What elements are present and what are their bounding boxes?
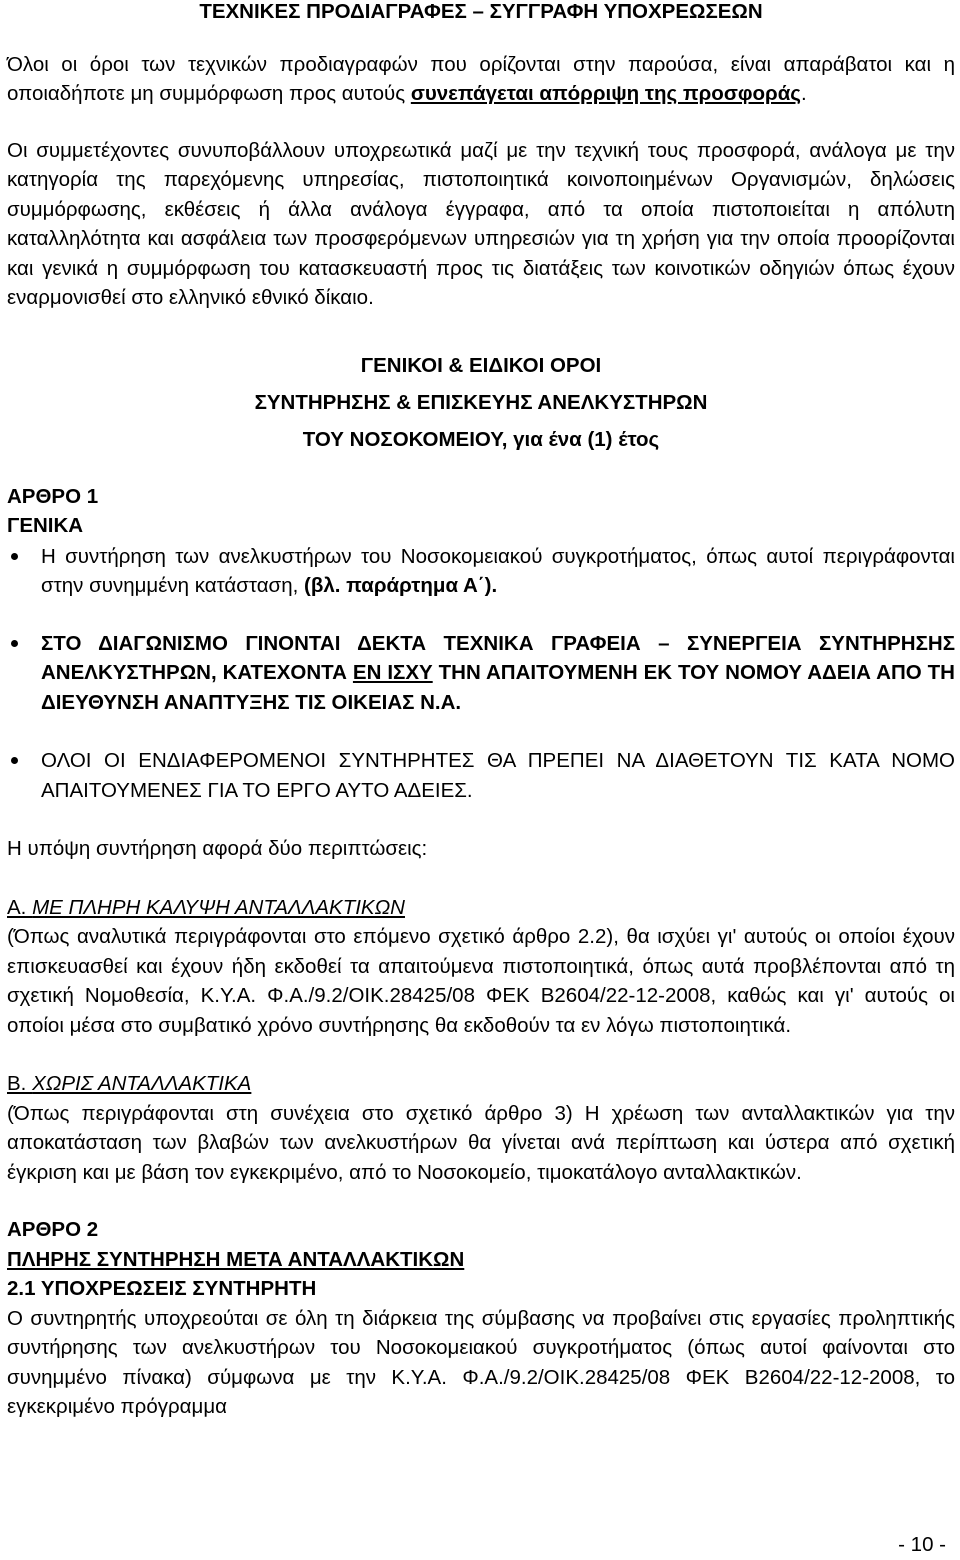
bullet3-text: ΟΛΟΙ ΟΙ ΕΝΔΙΑΦΕΡΟΜΕΝΟΙ ΣΥΝΤΗΡΗΤΕΣ ΘΑ ΠΡΕΠΕΙ ΝΑ ΔΙΑΘΕΤΟΥΝ ΤΙΣ ΚΑΤΑ ΝΟΜΟ ΑΠΑΙΤΟΥΜΕΝΕΣ ΓΙΑ ΤΟ ΕΡΓΟ ΑΥΤΟ ΑΔΕΙΕΣ. [41,749,955,802]
case-a-text: (Όπως αναλυτικά περιγράφονται στο επόμενο σχετικό άρθρο 2.2), θα ισχύει γι' αυτούς οι οποίοι έχουν επισκευασθεί και έχουν ήδη εκδοθεί τα απαιτούμενα πιστοποιητικά, όπως αυτά προβλέπονται από τη σχετική Νομοθεσία, Κ.Υ.Α. Φ.Α./9.2/ΟΙΚ.28425/08 ΦΕΚ Β2604/22-12-2008, καθώς και γι' αυτούς οι οποίοι μέσα στο συμβατικό χρόνο συντήρησης θα εκδοθούν τα εν λόγω πιστοποιητικά. [7,925,955,1037]
article1-heading: ΑΡΘΡΟ 1 [7,484,99,508]
document-page [7,0,955,1422]
bullet2-underlined: ΕΝ ΙΣΧΥ [352,661,433,684]
article1-subheading: ΓΕΝΙΚΑ [7,514,84,537]
bullet2-part-a: ΣΤΟ ΔΙΑΓΩΝΙΣΜΟ ΓΙΝΟΝΤΑΙ ΔΕΚΤΑ ΤΕΧΝΙΚΑ ΓΡΑΦΕΙΑ – ΣΥΝΕΡΓΕΙΑ ΣΥΝΤΗΡΗΣΗΣ ΑΝΕΛΚΥΣΤΗΡΩΝ, ΚΑΤΕΧΟΝΤΑ [41,631,955,684]
case-b-heading [7,1069,955,1099]
bullet-maintenance [7,542,955,601]
case-a-title: ΜΕ ΠΛΗΡΗ ΚΑΛΥΨΗ ΑΝΤΑΛΛΑΚΤΙΚΩΝ [32,895,405,919]
bullet-icon [7,542,21,571]
article2-heading: ΑΡΘΡΟ 2 [7,1218,99,1241]
bullet1-bold: (βλ. παράρτημα Α΄). [304,574,498,597]
intro-emphasis: συνεπάγεται απόρριψη της προσφοράς [410,82,801,105]
terms-heading-line3: ΤΟΥ ΝΟΣΟΚΟΜΕΙΟΥ, για ένα (1) έτος [302,427,660,451]
bullet-icon [7,629,21,658]
intro-paragraph [7,50,955,109]
page-number: - 10 - [898,1533,946,1556]
bullet-tender-eligibility [7,629,955,718]
terms-heading-line1: ΓΕΝΙΚΟΙ & ΕΙΔΙΚΟΙ ΟΡΟΙ [360,353,602,377]
case-a-heading [7,893,955,923]
bullet2-part-b: ΤΗΝ ΑΠΑΙΤΟΥΜΕΝΗ ΕΚ ΤΟΥ ΝΟΜΟΥ ΑΔΕΙΑ ΑΠΟ ΤΗ ΔΙΕΥΘΥΝΣΗ ΑΝΑΠΤΥΞΗΣ ΤΙΣ ΟΙΚΕΙΑΣ Ν.Α. [41,661,955,714]
bullet-icon [7,746,21,775]
cases-intro: Η υπόψη συντήρηση αφορά δύο περιπτώσεις: [7,837,428,860]
intro-text: Όλοι οι όροι των τεχνικών προδιαγραφών που ορίζονται στην παρούσα, είναι απαράβατοι και η οποιαδήποτε μη συμμόρφωση προς αυτούς [7,52,955,105]
document-title: ΤΕΧΝΙΚΕΣ ΠΡΟΔΙΑΓΡΑΦΕΣ – ΣΥΓΓΡΑΦΗ ΥΠΟΧΡΕΩΣΕΩΝ [199,0,763,23]
terms-heading [7,347,955,458]
case-b-text: (Όπως περιγράφονται στη συνέχεια στο σχετικό άρθρο 3) Η χρέωση των ανταλλακτικών για την αποκατάσταση των βλαβών των ανελκυστήρων θα γίνεται ανά περίπτωση και ύστερα από σχετική έγκριση και με βάση τον εγκεκριμένο, από το Νοσοκομείο, τιμοκατάλογο ανταλλακτικών. [7,1101,955,1184]
case-b-prefix: Β. [7,1072,33,1095]
terms-heading-line2: ΣΥΝΤΗΡΗΣΗΣ & ΕΠΙΣΚΕΥΗΣ ΑΝΕΛΚΥΣΤΗΡΩΝ [254,390,708,414]
case-b-title: ΧΩΡΙΣ ΑΝΤΑΛΛΑΚΤΙΚΑ [32,1072,252,1095]
section-2-1-heading: 2.1 ΥΠΟΧΡΕΩΣΕΙΣ ΣΥΝΤΗΡΗΤΗ [7,1277,317,1300]
case-a-prefix: Α. [7,895,33,919]
section-2-1-text: Ο συντηρητής υποχρεούται σε όλη τη διάρκεια της σύμβασης να προβαίνει στις εργασίες προληπτικής συντήρησης των ανελκυστήρων του Νοσοκομειακού συγκροτήματος (όπως αυτοί φαίνονται στο συνημμένο πίνακα) σύμφωνα με την Κ.Υ.Α. Φ.Α./9.2/ΟΙΚ.28425/08 ΦΕΚ Β2604/22-12-2008, το εγκεκριμένο πρόγραμμα [7,1306,955,1418]
bullet-licenses [7,746,955,805]
intro-end: . [800,82,807,105]
participants-paragraph: Οι συμμετέχοντες συνυποβάλλουν υποχρεωτικά μαζί με την τεχνική τους προσφορά, ανάλογα με την κατηγορία της παρεχόμενης υπηρεσίας, πιστοποιητικά κοινοποιημένων Οργανισμών, δηλώσεις συμμόρφωσης, εκθέσεις ή άλλα ανάλογα έγγραφα, από τα οποία πιστοποιείται η απόλυτη καταλληλότητα και ασφάλεια των προσφερόμενων υπηρεσιών για τη χρήση για την οποία προορίζονται και γενικά η συμμόρφωση του κατασκευαστή προς τις διατάξεις των κοινοτικών οδηγιών όπως έχουν εναρμονισθεί στο ελληνικό εθνικό δίκαιο. [7,138,955,309]
bullet1-text: Η συντήρηση των ανελκυστήρων του Νοσοκομειακού συγκροτήματος, όπως αυτοί περιγράφονται στην συνημμένη κατάσταση, [41,544,955,597]
article2-subheading: ΠΛΗΡΗΣ ΣΥΝΤΗΡΗΣΗ ΜΕΤΑ ΑΝΤΑΛΛΑΚΤΙΚΩΝ [7,1247,465,1271]
